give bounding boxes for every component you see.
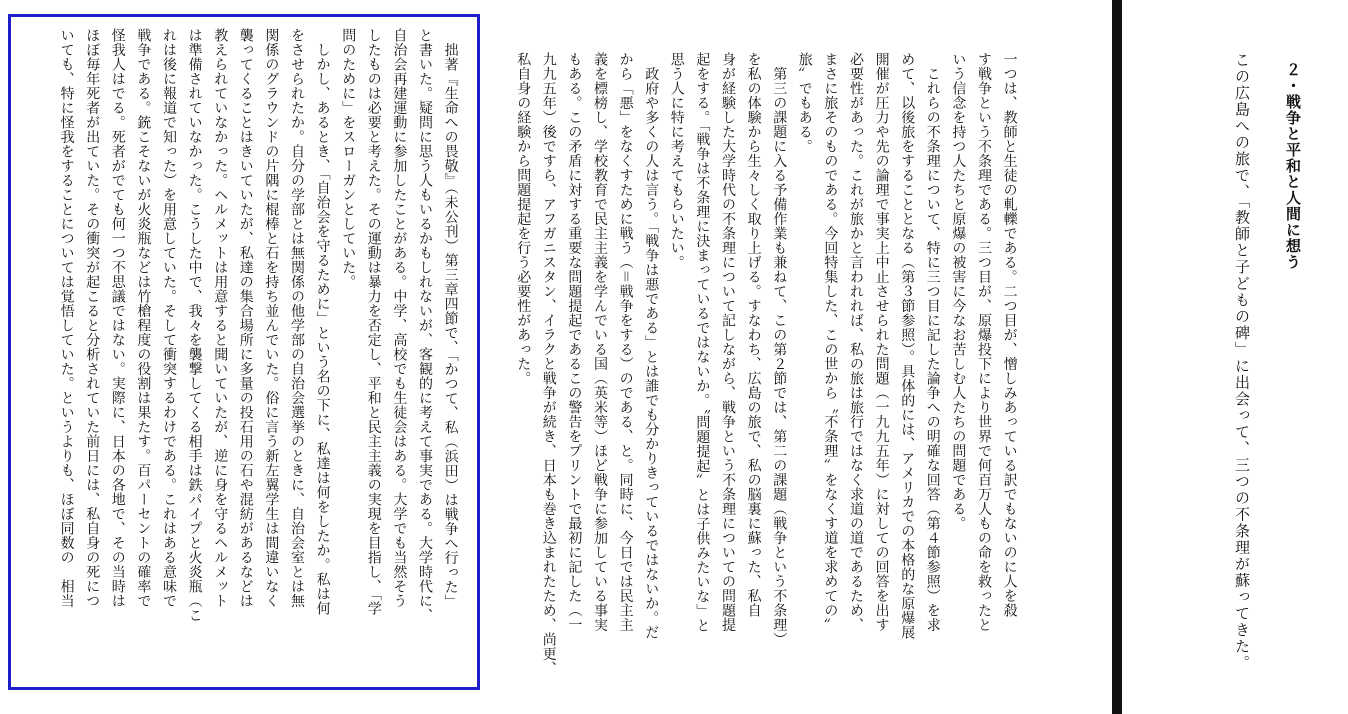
main-text-line: 必要性があった。これが旅かと言われれば、私の旅は旅行ではなく求道の道であるため、 bbox=[847, 52, 864, 632]
boxed-text-line: 自治会再建運動に参加したことがある。中学、高校でも生徒会はある。大学でも当然そう bbox=[391, 28, 408, 608]
boxed-text-line: と書いた。疑問に思う人もいるかもしれないが、客観的に考えて事実である。大学時代に、 bbox=[416, 28, 433, 623]
boxed-text-line: ほぼ毎年死者が出ていた。その衝突が起こると分析されていた前日には、私自身の死につ bbox=[84, 28, 101, 608]
boxed-text-line: れは後に報道で知った）を用意していた。そして衝突するわけである。これはある意味で bbox=[160, 28, 177, 608]
main-text-line: 第三の課題に入る予備作業も兼ねて、この第２節では、第二の課題（戦争という不条理） bbox=[771, 52, 788, 647]
section-title: ２・戦争と平和と人間に想う bbox=[1284, 62, 1302, 270]
main-text-line: から「悪」をなくすために戦う（＝戦争をする）のである、と。同時に、今日では民主主 bbox=[617, 52, 634, 632]
main-text-line: を私の体験から生々しく取り上げる。すなわち、広島の旅で、私の脳裏に蘇った、私自 bbox=[745, 52, 762, 618]
boxed-text-line: 拙著『生命への畏敬』（未公刊）第三章四節で、「かつて、私（浜田）は戦争へ行った」 bbox=[442, 28, 459, 609]
page-spine-divider bbox=[1112, 0, 1122, 714]
intro-line: この広島への旅で、「教師と子どもの碑」に出会って、三つの不条理が蘇ってきた。 bbox=[1233, 52, 1251, 672]
main-text-line: めて、以後旅をすることとなる（第３節参照）。具体的には、アメリカでの本格的な原爆展 bbox=[899, 52, 916, 640]
boxed-text-line: しかし、あるとき、「自治会を守るために」という名の下に、私達は何をしたか。私は何 bbox=[314, 28, 331, 616]
boxed-text-line: は準備されていなかった。こうした中で、我々を襲撃してくる相手は鉄パイプと火炎瓶（こ bbox=[186, 28, 203, 623]
boxed-text-line: 怪我人はでる。死者がでても何一つ不思議ではない。実際に、日本の各地で、その当時は bbox=[109, 28, 126, 608]
main-text-line: 政府や多くの人は言う。「戦争は悪である」とは誰でも分かりきっているではないか。だ bbox=[643, 52, 660, 640]
boxed-text-line: 問のために」をスローガンとしていた。 bbox=[340, 28, 357, 289]
boxed-text-line: 関係のグラウンドの片隅に棍棒と石を持ち並んでいた。俗に言う新左翼学生は間違いなく bbox=[263, 28, 280, 608]
main-text-line: 一つは、教師と生徒の軋轢である。二つ目が、憎しみあっている訳でもないのに人を殺 bbox=[1001, 52, 1018, 618]
main-text-line: 思う人に特に考えてもらいたい。 bbox=[668, 52, 685, 270]
main-text-line: いう信念を持つ人たちと原爆の被害に今なお苦しむ人たちの問題である。 bbox=[950, 52, 967, 531]
main-text-line: す戦争という不条理である。三つ目が、原爆投下により世界で何百万人もの命を救ったと bbox=[975, 52, 992, 632]
boxed-text-line: したものは必要と考えた。その運動は暴力を否定し、平和と民主主義の実現を目指し、「学 bbox=[365, 28, 382, 616]
main-text-line: まさに旅そのものである。今回特集した、この世から〝不条理〟をなくす道を求めての〟 bbox=[822, 52, 839, 632]
main-text-line: 身が経験した大学時代の不条理について記しながら、戦争という不条理についての問題提 bbox=[719, 52, 736, 632]
main-text-line: もある。この矛盾に対する重要な問題提起であるこの警告をプリントで最初に記した（一 bbox=[566, 52, 583, 632]
boxed-text-line: 教えられていなかった。ヘルメットは用意すると聞いていたが、逆に身を守るヘルメット bbox=[212, 28, 229, 608]
boxed-text-line: 戦争である。銃こそないが火炎瓶などは竹槍程度の役割は果たす。百パーセントの確率で bbox=[135, 28, 152, 608]
boxed-text-line: 襲ってくることはきいていたが、私達の集合場所に多量の投石用の石や混紡があるなどは bbox=[237, 28, 254, 608]
main-text-line: 旅〟でもある。 bbox=[796, 52, 813, 154]
main-text-line: 九九五年）後ですら、アフガニスタン、イラクと戦争が続き、日本も巻き込まれたため、尚更、 bbox=[540, 52, 557, 676]
main-text-line: 開催が圧力や先の論理で事実上中止させられた問題（一九九五年）に対しての回答を出す bbox=[873, 52, 890, 632]
main-text-line: 義を標榜し、学校教育で民主主義を学んでいる国（英米等）ほど戦争に参加している事実 bbox=[591, 52, 608, 632]
main-text-line: 私自身の経験から問題提起を行う必要性があった。 bbox=[515, 52, 532, 386]
main-text-line: 起をする。「戦争は不条理に決まっているではないか。〝問題提起〟とは子供みたいな」と bbox=[694, 52, 711, 633]
main-text-line: これらの不条理について、特に三つ目に記した論争への明確な回答（第４節参照）を求 bbox=[924, 52, 941, 632]
boxed-text-line: いても、特に怪我をすることについては覚悟していた。というよりも、ほぼ同数の 相当 bbox=[58, 28, 75, 608]
boxed-text-line: をさせられたか。自分の学部とは無関係の他学部の自治会選挙のときに、自治会室とは無 bbox=[288, 28, 305, 608]
